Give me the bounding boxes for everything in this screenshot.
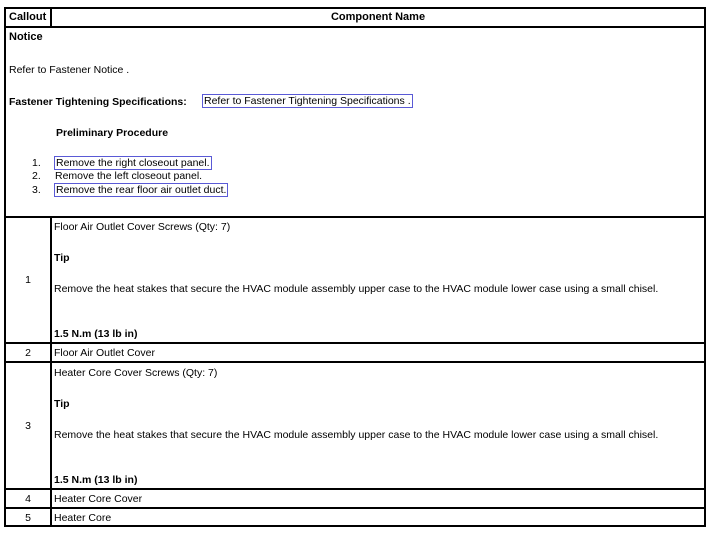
callout-number: 1 bbox=[25, 274, 31, 286]
fastener-spec-link[interactable]: Refer to Fastener Tightening Specifications . bbox=[204, 95, 411, 107]
row-border bbox=[6, 361, 704, 363]
callout-number: 2 bbox=[25, 347, 31, 359]
component-name: Heater Core bbox=[54, 512, 112, 524]
step-number: 3. bbox=[32, 184, 41, 196]
callout-number: 4 bbox=[25, 493, 31, 505]
tip-title: Tip bbox=[54, 398, 70, 410]
callout-number: 3 bbox=[25, 420, 31, 432]
row-border bbox=[6, 488, 704, 490]
row-border bbox=[6, 342, 704, 344]
tip-title: Tip bbox=[54, 252, 70, 264]
component-name: Heater Core Cover Screws (Qty: 7) bbox=[54, 367, 218, 379]
step-remove-left-closeout-panel: Remove the left closeout panel. bbox=[55, 170, 203, 182]
torque-spec: 1.5 N.m (13 lb in) bbox=[54, 328, 138, 340]
row-border bbox=[6, 507, 704, 509]
tip-text: Remove the heat stakes that secure the HVAC module assembly upper case to the HVAC module lower case using a small chisel. bbox=[54, 429, 659, 441]
header-callout: Callout bbox=[9, 11, 47, 23]
step-number: 2. bbox=[32, 170, 41, 182]
component-name: Floor Air Outlet Cover bbox=[54, 347, 155, 359]
component-name: Floor Air Outlet Cover Screws (Qty: 7) bbox=[54, 221, 231, 233]
component-table bbox=[4, 7, 706, 527]
fastener-spec-label: Fastener Tightening Specifications: bbox=[9, 96, 187, 108]
tip-text: Remove the heat stakes that secure the HVAC module assembly upper case to the HVAC module lower case using a small chisel. bbox=[54, 283, 659, 295]
preliminary-procedure-title: Preliminary Procedure bbox=[56, 127, 169, 139]
step-number: 1. bbox=[32, 157, 41, 169]
header-component-name: Component Name bbox=[330, 11, 426, 23]
callout-column-divider bbox=[50, 216, 52, 527]
component-name: Heater Core Cover bbox=[54, 493, 143, 505]
callout-number: 5 bbox=[25, 512, 31, 524]
notice-text: Refer to Fastener Notice . bbox=[9, 64, 130, 76]
step-remove-rear-floor-air-outlet-duct[interactable]: Remove the rear floor air outlet duct. bbox=[56, 184, 227, 196]
notice-title: Notice bbox=[9, 31, 43, 43]
header-bottom-border bbox=[6, 26, 704, 28]
torque-spec: 1.5 N.m (13 lb in) bbox=[54, 474, 138, 486]
notice-bottom-border bbox=[6, 216, 704, 218]
step-remove-right-closeout-panel[interactable]: Remove the right closeout panel. bbox=[56, 157, 210, 169]
